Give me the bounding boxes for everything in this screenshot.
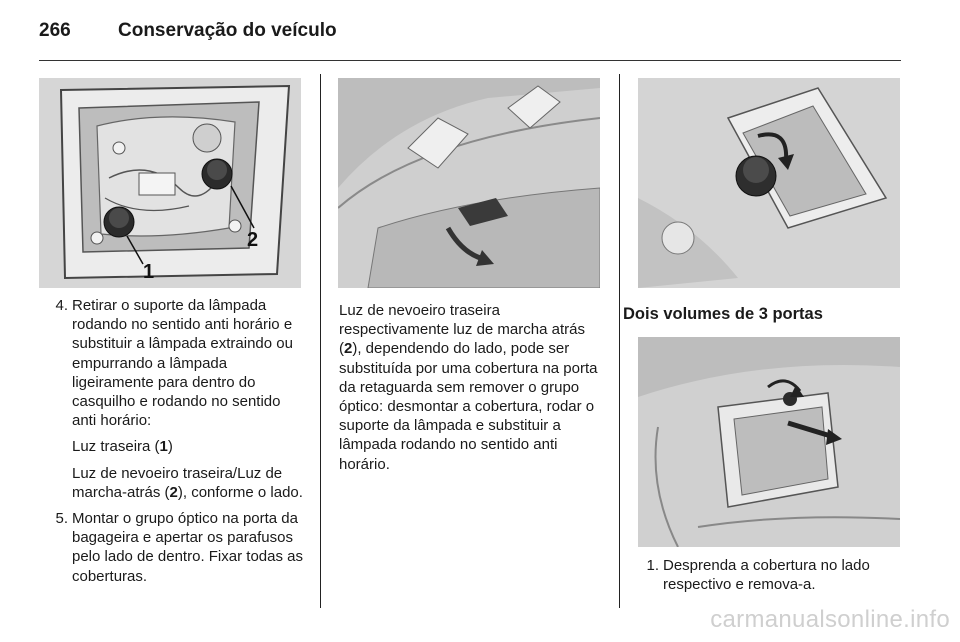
column2-text (339, 301, 605, 474)
step-1-number: 1. (646, 557, 659, 574)
hatchback-cover-figure (638, 337, 900, 547)
tailgate-cover-illustration (338, 78, 600, 288)
column3-text (637, 556, 903, 594)
page-title: Conservação do veículo (118, 20, 337, 41)
hatchback-cover-illustration (638, 337, 900, 547)
taillight-note-suffix: ) (167, 438, 173, 456)
lamp-holder-rotate-figure (638, 78, 900, 288)
callout-2: 2 (247, 229, 259, 251)
tail-lamp-illustration (39, 78, 301, 288)
fog-reverse-para-prefix: Luz de nevoeiro traseira respectivamente luz de marcha atrás ( (339, 302, 585, 358)
foglight-note-prefix: Luz de nevoeiro traseira/Luz de marcha-atrás ( (72, 464, 283, 501)
taillight-ref: 1 (159, 438, 168, 456)
watermark: carmanualsonline.info (710, 606, 950, 633)
step-5 (46, 509, 308, 586)
step-5-number: 5. (55, 510, 68, 528)
foglight-note (46, 464, 308, 502)
header-divider (39, 60, 901, 61)
foglight-note-suffix: ), conforme o lado. (177, 483, 303, 501)
step-5-text: Montar o grupo óptico na porta da bagageira e apertar os parafusos pelo lado de dentro. Fixar todas as coberturas. (72, 510, 303, 585)
step-4-number: 4. (55, 297, 68, 314)
tailgate-cover-figure (338, 78, 600, 288)
step-1-text: Desprenda a cobertura no lado respectivo e remova-a. (663, 557, 870, 594)
tail-lamp-figure (39, 78, 301, 288)
taillight-note (46, 437, 308, 456)
callout-1: 1 (143, 261, 155, 283)
lamp-holder-illustration (638, 78, 900, 288)
column1-text (46, 296, 308, 586)
column-divider-left (320, 74, 321, 608)
fog-reverse-para-suffix: ), dependendo do lado, pode ser substituída por uma cobertura na porta da retaguarda sem remover o grupo óptico: desmontar a cobertura, rodar o suporte da lâmpada e substituir a lâmpada rodando no sentido anti horário. (339, 340, 598, 473)
step-1 (637, 556, 903, 594)
page-number: 266 (39, 20, 71, 41)
section-heading: Dois volumes de 3 portas (623, 305, 823, 323)
column-divider-right (619, 74, 620, 608)
taillight-note-prefix: Luz traseira ( (72, 438, 160, 456)
step-4-text: Retirar o suporte da lâmpada rodando no sentido anti horário e substituir a lâmpada extraindo ou empurrando a lâmpada ligeiramente para dentro do casquilho e rodando no sentido anti horário: (72, 297, 293, 430)
fog-reverse-ref: 2 (344, 340, 353, 358)
foglight-ref: 2 (169, 483, 178, 501)
step-4 (46, 296, 308, 430)
